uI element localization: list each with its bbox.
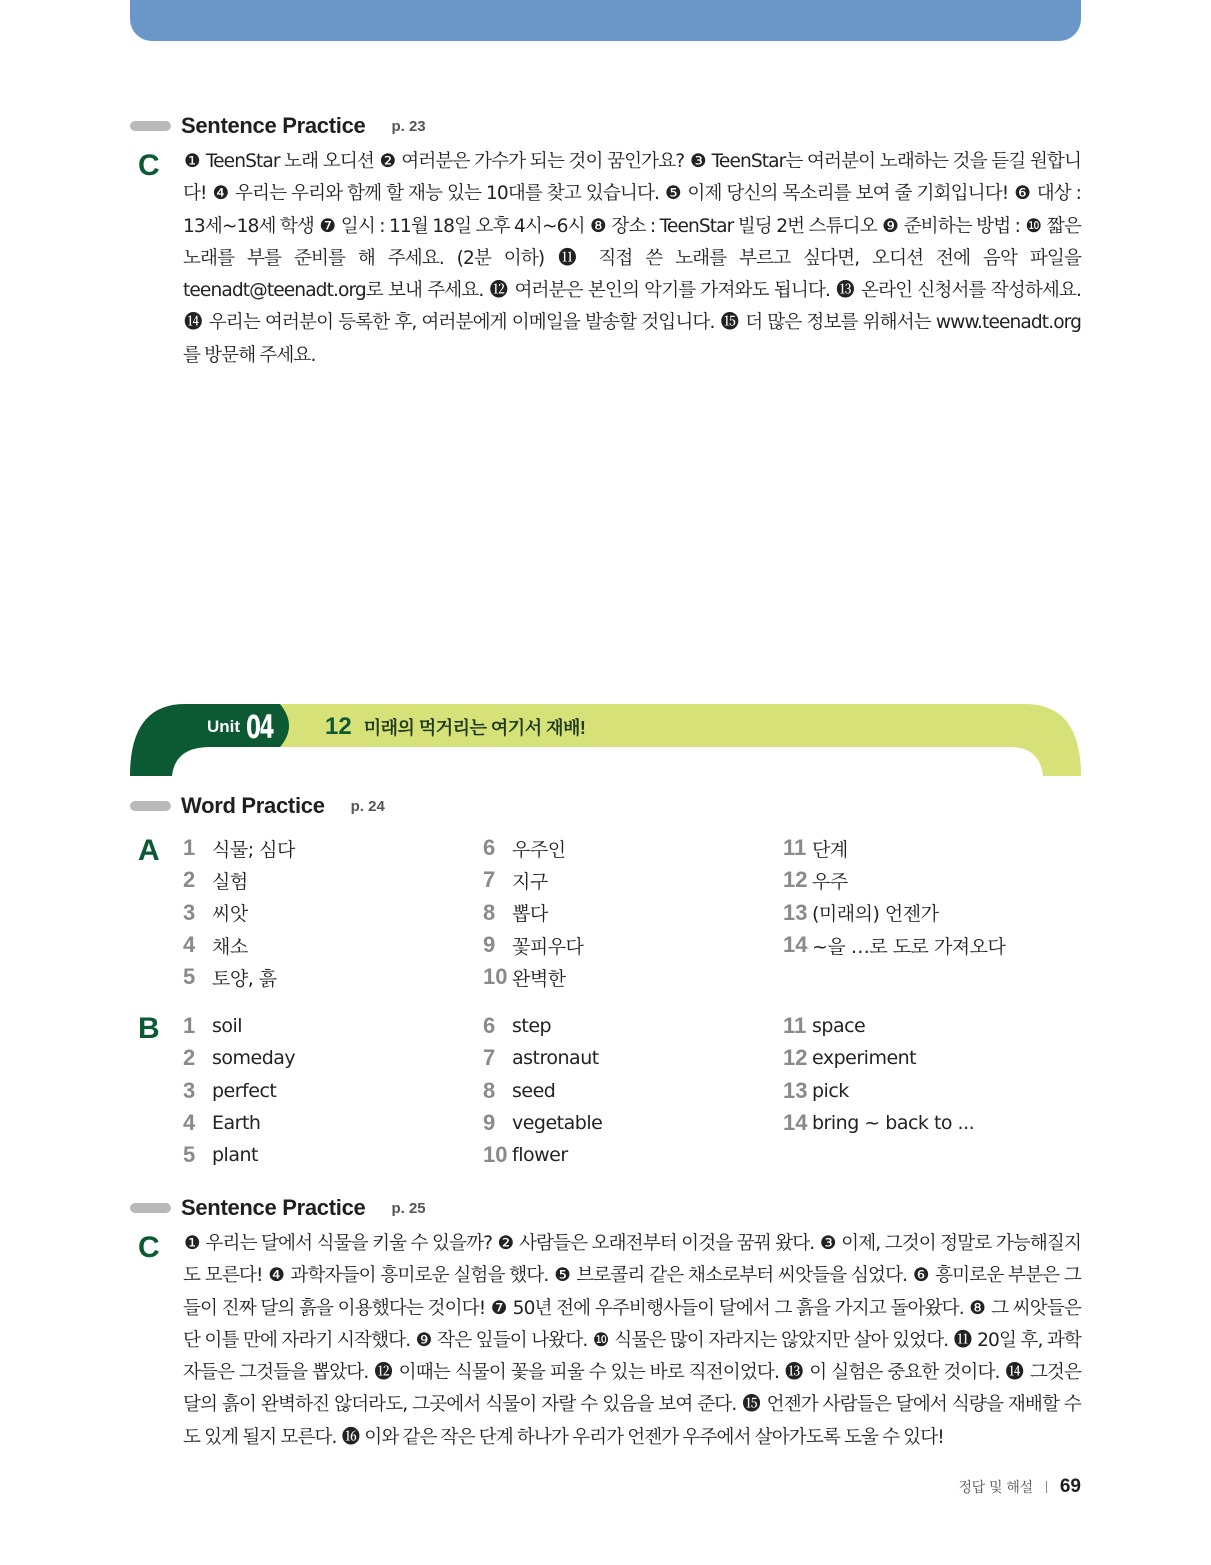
word-text: space bbox=[812, 1015, 866, 1038]
word-number: 12 bbox=[783, 1045, 808, 1071]
word-item bbox=[183, 929, 295, 961]
sentence-number: ⓯ bbox=[720, 312, 740, 334]
word-list-a-col3 bbox=[783, 832, 1005, 961]
word-text: someday bbox=[212, 1047, 296, 1070]
sentence-number: ❷ bbox=[379, 151, 396, 172]
word-text: plant bbox=[212, 1144, 258, 1167]
lesson-title-text: 미래의 먹거리는 여기서 재배! bbox=[363, 718, 586, 738]
word-item bbox=[783, 1042, 974, 1074]
word-item bbox=[183, 832, 295, 864]
sentence-number: ⓮ bbox=[1005, 1362, 1024, 1384]
word-item bbox=[183, 961, 295, 993]
sentence-number: ⓯ bbox=[742, 1394, 761, 1416]
word-item bbox=[483, 1042, 602, 1074]
sentence-number: ⓫ bbox=[558, 247, 585, 269]
word-number: 7 bbox=[483, 867, 496, 893]
word-list-b-col1 bbox=[183, 1010, 295, 1171]
word-text: perfect bbox=[212, 1079, 277, 1102]
word-number: 2 bbox=[183, 867, 196, 893]
unit-number: 04 bbox=[246, 708, 274, 746]
word-number: 10 bbox=[483, 964, 508, 990]
word-list-b-col2 bbox=[483, 1010, 602, 1171]
unit-label-text: Unit bbox=[207, 717, 241, 736]
sentence-text: 준비하는 방법 : bbox=[903, 215, 1021, 237]
word-text: 실험 bbox=[212, 870, 248, 893]
exercise-letter-b: B bbox=[138, 1012, 160, 1045]
word-text: 단계 bbox=[812, 838, 848, 861]
word-number: 6 bbox=[483, 1013, 496, 1039]
section-page-ref: p. 24 bbox=[350, 797, 385, 815]
word-number: 8 bbox=[483, 1077, 496, 1103]
word-number: 11 bbox=[783, 835, 807, 861]
sentence-text: 사람들은 오래전부터 이것을 꿈꿔 왔다. bbox=[518, 1233, 815, 1254]
sentence-text: 이와 같은 작은 단계 하나가 우리가 언젠가 우주에서 살아가도록 도울 수 있다! bbox=[364, 1426, 944, 1448]
word-number: 3 bbox=[183, 1077, 196, 1103]
sentence-text: TeenStar는 여러분이 노래하는 것을 듣길 원합니다! bbox=[183, 151, 1082, 205]
sentence-text: 우리는 여러분이 등록한 후, 여러분에게 이메일을 발송할 것입니다. bbox=[208, 312, 715, 334]
word-item bbox=[783, 1107, 974, 1139]
word-text: seed bbox=[512, 1079, 556, 1102]
sentence-number: ❻ bbox=[1014, 183, 1031, 205]
word-item bbox=[183, 1042, 295, 1074]
top-header-bar bbox=[130, 0, 1081, 41]
word-item bbox=[483, 1010, 602, 1042]
word-number: 14 bbox=[783, 932, 808, 958]
unit-label bbox=[207, 708, 282, 746]
sentence-number: ❺ bbox=[664, 183, 682, 205]
word-number: 4 bbox=[183, 1110, 196, 1136]
sentence-number: ⓬ bbox=[489, 280, 509, 302]
lesson-number: 12 bbox=[325, 713, 352, 740]
word-text: vegetable bbox=[512, 1112, 603, 1135]
sentence-text: 여러분은 가수가 되는 것이 꿈인가요? bbox=[401, 151, 685, 172]
word-text: 우주인 bbox=[512, 838, 566, 861]
word-text: flower bbox=[512, 1144, 568, 1167]
sentence-text: 흥미로운 부분은 그들이 진짜 달의 흙을 이용했다는 것이다! bbox=[183, 1265, 1081, 1319]
word-text: bring ~ back to ... bbox=[812, 1112, 975, 1135]
sentence-text: 장소 : TeenStar 빌딩 2번 스튜디오 bbox=[611, 215, 877, 237]
sentence-practice-paragraph-2 bbox=[183, 1228, 1081, 1454]
footer-label: 정답 및 해설 bbox=[958, 1480, 1033, 1496]
word-text: 완벽한 bbox=[512, 967, 566, 990]
word-text: 씨앗 bbox=[212, 903, 248, 926]
word-number: 14 bbox=[783, 1110, 808, 1136]
word-number: 4 bbox=[183, 932, 196, 958]
word-number: 1 bbox=[183, 835, 196, 861]
word-number: 5 bbox=[183, 964, 196, 990]
section-page-ref: p. 23 bbox=[391, 117, 426, 135]
sentence-text: 과학자들이 흥미로운 실험을 했다. bbox=[290, 1265, 549, 1287]
sentence-text: 그것은 달의 흙이 완벽하진 않더라도, 그곳에서 식물이 자랄 수 있음을 보여 준다. bbox=[183, 1362, 1082, 1416]
exercise-letter-a: A bbox=[138, 834, 160, 867]
sentence-text: 온라인 신청서를 작성하세요. bbox=[861, 280, 1082, 302]
sentence-text: 대상 : 13세~18세 학생 bbox=[183, 183, 1082, 237]
sentence-number: ❻ bbox=[912, 1265, 930, 1287]
word-item bbox=[183, 1010, 295, 1042]
word-number: 13 bbox=[783, 1077, 808, 1103]
word-text: Earth bbox=[212, 1112, 261, 1135]
sentence-text: 우리는 달에서 식물을 키울 수 있을까? bbox=[205, 1233, 493, 1254]
word-number: 1 bbox=[183, 1013, 196, 1039]
sentence-text: 우리는 우리와 함께 할 재능 있는 10대를 찾고 있습니다. bbox=[235, 183, 660, 205]
sentence-number: ❿ bbox=[1025, 215, 1042, 237]
word-item bbox=[483, 961, 583, 993]
word-item bbox=[183, 864, 295, 896]
section-title: Sentence Practice bbox=[181, 1195, 366, 1220]
word-number: 6 bbox=[483, 835, 496, 861]
word-item bbox=[183, 1107, 295, 1139]
lesson-title bbox=[325, 712, 585, 742]
word-text: ~을 …로 도로 가져오다 bbox=[812, 935, 1006, 958]
word-number: 2 bbox=[183, 1045, 196, 1071]
section-header-word-practice bbox=[130, 791, 385, 821]
word-item bbox=[783, 897, 1005, 929]
word-number: 11 bbox=[783, 1013, 807, 1039]
word-number: 7 bbox=[483, 1045, 496, 1071]
page-footer bbox=[958, 1474, 1081, 1500]
word-number: 12 bbox=[783, 867, 808, 893]
word-number: 3 bbox=[183, 899, 196, 925]
sentence-number: ❼ bbox=[490, 1297, 508, 1319]
word-number: 8 bbox=[483, 899, 496, 925]
sentence-number: ❸ bbox=[689, 151, 707, 172]
sentence-text: 20일 후, 과학자들은 그것들을 뽑았다. bbox=[183, 1329, 1081, 1384]
sentence-number: ❾ bbox=[882, 215, 899, 237]
word-text: 우주 bbox=[812, 870, 848, 893]
sentence-number: ❷ bbox=[497, 1233, 514, 1254]
word-item bbox=[783, 929, 1005, 961]
sentence-text: 이때는 식물이 꽃을 피울 수 있는 바로 직전이었다. bbox=[398, 1362, 779, 1384]
word-text: astronaut bbox=[512, 1047, 599, 1070]
sentence-number: ⓬ bbox=[374, 1362, 393, 1384]
sentence-number: ⓮ bbox=[184, 312, 203, 334]
sentence-number: ❶ bbox=[184, 151, 201, 172]
word-item bbox=[483, 1075, 602, 1107]
word-number: 9 bbox=[483, 1110, 496, 1136]
word-text: 채소 bbox=[212, 935, 248, 958]
exercise-letter-c-1: C bbox=[138, 149, 160, 182]
word-item bbox=[483, 1139, 602, 1171]
word-number: 9 bbox=[483, 932, 496, 958]
section-title: Word Practice bbox=[181, 793, 325, 818]
sentence-number: ❼ bbox=[319, 215, 336, 237]
sentence-number: ❺ bbox=[554, 1265, 571, 1287]
word-item bbox=[483, 1107, 602, 1139]
word-item bbox=[783, 1075, 974, 1107]
sentence-number: ⓭ bbox=[784, 1362, 804, 1384]
word-number: 10 bbox=[483, 1142, 508, 1168]
sentence-number: ⓫ bbox=[953, 1329, 972, 1351]
word-item bbox=[183, 897, 295, 929]
word-item bbox=[183, 1075, 295, 1107]
section-title: Sentence Practice bbox=[181, 113, 366, 138]
word-text: soil bbox=[212, 1015, 243, 1038]
word-text: 뽑다 bbox=[512, 903, 548, 926]
word-text: step bbox=[512, 1015, 552, 1038]
word-text: pick bbox=[812, 1079, 849, 1102]
word-number: 5 bbox=[183, 1142, 196, 1168]
section-marker bbox=[130, 1203, 171, 1213]
sentence-practice-paragraph-1 bbox=[183, 146, 1081, 372]
word-text: 꽃피우다 bbox=[512, 935, 584, 958]
section-marker bbox=[130, 121, 171, 131]
sentence-text: 브로콜리 같은 채소로부터 씨앗들을 심었다. bbox=[576, 1265, 908, 1287]
word-number: 13 bbox=[783, 899, 808, 925]
sentence-text: 짧은 노래를 부를 준비를 해 주세요. (2분 이하) bbox=[183, 215, 1081, 269]
footer-separator bbox=[1046, 1481, 1047, 1493]
page-number: 69 bbox=[1059, 1476, 1081, 1497]
word-text: experiment bbox=[812, 1047, 917, 1070]
sentence-number: ⓰ bbox=[341, 1426, 360, 1448]
word-text: (미래의) 언젠가 bbox=[812, 903, 939, 926]
exercise-letter-c-2: C bbox=[138, 1231, 160, 1264]
section-page-ref: p. 25 bbox=[391, 1199, 426, 1217]
sentence-text: 이제, 그것이 정말로 가능해질지도 모른다! bbox=[183, 1233, 1082, 1287]
sentence-text: 50년 전에 우주비행사들이 달에서 그 흙을 가지고 돌아왔다. bbox=[512, 1297, 964, 1319]
sentence-number: ❾ bbox=[415, 1329, 432, 1351]
word-item bbox=[483, 929, 583, 961]
word-item bbox=[783, 832, 1005, 864]
sentence-text: 작은 잎들이 나왔다. bbox=[437, 1329, 588, 1351]
word-item bbox=[483, 864, 583, 896]
word-text: 지구 bbox=[512, 870, 548, 893]
sentence-text: 이 실험은 중요한 것이다. bbox=[809, 1362, 1000, 1384]
word-item bbox=[483, 832, 583, 864]
section-marker bbox=[130, 801, 171, 811]
section-header-sentence-practice-2 bbox=[130, 1193, 426, 1223]
sentence-text: 그 씨앗들은 단 이틀 만에 자라기 시작했다. bbox=[183, 1297, 1081, 1351]
sentence-number: ❿ bbox=[592, 1329, 609, 1351]
sentence-number: ❹ bbox=[268, 1265, 285, 1287]
sentence-text: 일시 : 11월 18일 오후 4시~6시 bbox=[340, 215, 585, 237]
sentence-number: ❽ bbox=[589, 215, 607, 237]
word-item bbox=[783, 1010, 974, 1042]
word-list-b-col3 bbox=[783, 1010, 974, 1139]
sentence-text: 이제 당신의 목소리를 보여 줄 기회입니다! bbox=[687, 183, 1009, 205]
sentence-number: ❸ bbox=[819, 1233, 836, 1254]
sentence-number: ❽ bbox=[969, 1297, 986, 1319]
word-item bbox=[783, 864, 1005, 896]
sentence-text: TeenStar 노래 오디션 bbox=[205, 151, 374, 172]
sentence-number: ❶ bbox=[184, 1233, 201, 1254]
sentence-number: ❹ bbox=[212, 183, 230, 205]
sentence-text: 식물은 많이 자라지는 않았지만 살아 있었다. bbox=[614, 1329, 949, 1351]
word-text: 토양, 흙 bbox=[212, 967, 277, 990]
word-text: 식물; 심다 bbox=[212, 838, 295, 861]
word-list-a-col2 bbox=[483, 832, 583, 993]
sentence-text: 언젠가 사람들은 달에서 식량을 재배할 수도 있게 될지 모른다. bbox=[183, 1394, 1081, 1448]
sentence-text: 여러분은 본인의 악기를 가져와도 됩니다. bbox=[514, 280, 830, 302]
word-item bbox=[483, 897, 583, 929]
sentence-number: ⓭ bbox=[836, 280, 855, 302]
word-item bbox=[183, 1139, 295, 1171]
word-list-a-col1 bbox=[183, 832, 295, 993]
sentence-text: 직접 쓴 노래를 부르고 싶다면, 오디션 전에 음악 파일을 teenadt@teenadt.org로 보내 주세요. bbox=[183, 247, 1082, 302]
sentence-text: 더 많은 정보를 위해서는 www.teenadt.org를 방문해 주세요. bbox=[183, 312, 1082, 366]
section-header-sentence-practice-1 bbox=[130, 111, 426, 141]
